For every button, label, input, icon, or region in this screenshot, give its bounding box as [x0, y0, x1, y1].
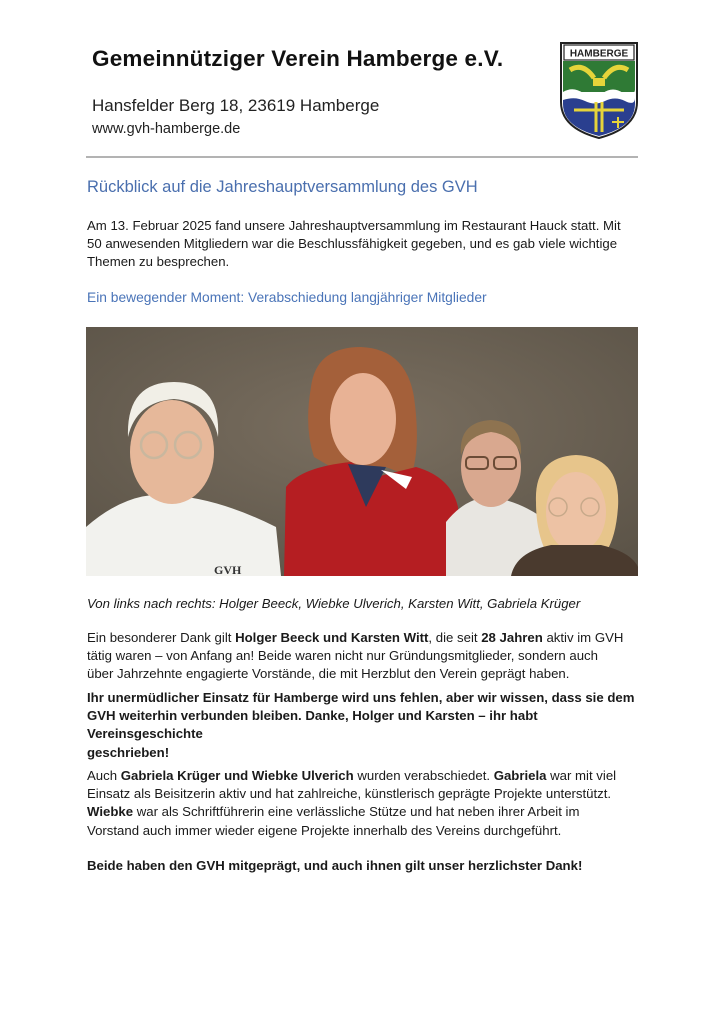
tribute-line: geschrieben! [87, 744, 170, 760]
header-address: Hansfelder Berg 18, 23619 Hamberge [92, 96, 380, 115]
intro-line: Am 13. Februar 2025 fand unsere Jahreshauptversammlung im Restaurant Hauck statt. Mit [87, 218, 621, 233]
bold-name: Gabriela [493, 768, 547, 783]
intro-paragraph [87, 217, 647, 272]
intro-line: 50 anwesenden Mitgliedern war die Beschlussfähigkeit gegeben, und es gab viele wichtige [87, 236, 618, 252]
crest-text: HAMBERGE [569, 48, 629, 60]
text-span: Ein besonderer Dank gilt [87, 630, 236, 645]
text-span: wurden verabschiedet. [353, 768, 494, 783]
thanks-line [87, 629, 647, 647]
farewell-paragraph [87, 767, 647, 840]
header-title: Gemeinnütziger Verein Hamberge e.V. [92, 46, 504, 71]
tribute-line: Ihr unermüdlicher Einsatz für Hamberge wird uns fehlen, aber wir wissen, dass sie dem [87, 690, 635, 705]
tribute-line: GVH weiterhin verbunden bleiben. Danke, Holger und Karsten – ihr habt Vereinsgeschichte [87, 708, 538, 742]
text-span: aktiv im GVH [542, 630, 624, 645]
farewell-line [87, 767, 647, 785]
bold-names: Holger Beeck und Karsten Witt [235, 630, 429, 645]
text-span: war als Schriftführerin eine verlässliche Stütze und hat neben ihrer Arbeit im [133, 804, 580, 820]
group-photo [86, 327, 638, 576]
photo-caption: Von links nach rechts: Holger Beeck, Wiebke Ulverich, Karsten Witt, Gabriela Krüger [87, 596, 581, 611]
thanks-paragraph [87, 629, 647, 684]
article-title: Rückblick auf die Jahreshauptversammlung des GVH [87, 178, 478, 196]
tribute-paragraph [87, 689, 647, 762]
thanks-line: über Jahrzehnte engagierte Vorstände, die mit Herzblut den Verein geprägt haben. [87, 666, 570, 682]
article-subtitle: Ein bewegender Moment: Verabschiedung langjähriger Mitglieder [87, 290, 487, 305]
intro-line: Themen zu besprechen. [87, 254, 230, 270]
bold-years: 28 Jahren [481, 630, 543, 645]
farewell-line: Einsatz als Beisitzerin aktiv und hat zahlreiche, künstlerisch geprägte Projekte unterstützt. [87, 786, 612, 802]
bold-name: Wiebke [87, 804, 134, 820]
shirt-logo: GVH [214, 563, 242, 576]
hamberge-crest-logo [558, 40, 640, 140]
thanks-line: tätig waren – von Anfang an! Beide waren nicht nur Gründungsmitglieder, sondern auch [87, 648, 598, 664]
text-span: Auch [87, 768, 121, 783]
group-photo-illustration [86, 327, 638, 576]
farewell-line: Vorstand auch immer wieder eigene Projekte innerhalb des Vereins durchgeführt. [87, 822, 562, 838]
text-span: , die seit [428, 630, 482, 645]
header-website: www.gvh-hamberge.de [92, 121, 241, 137]
text-span: war mit viel [546, 768, 617, 783]
header-divider [86, 156, 638, 158]
farewell-line [87, 803, 647, 821]
closing-statement: Beide haben den GVH mitgeprägt, und auch ihnen gilt unser herzlichster Dank! [87, 858, 583, 873]
bold-names: Gabriela Krüger und Wiebke Ulverich [120, 768, 354, 783]
